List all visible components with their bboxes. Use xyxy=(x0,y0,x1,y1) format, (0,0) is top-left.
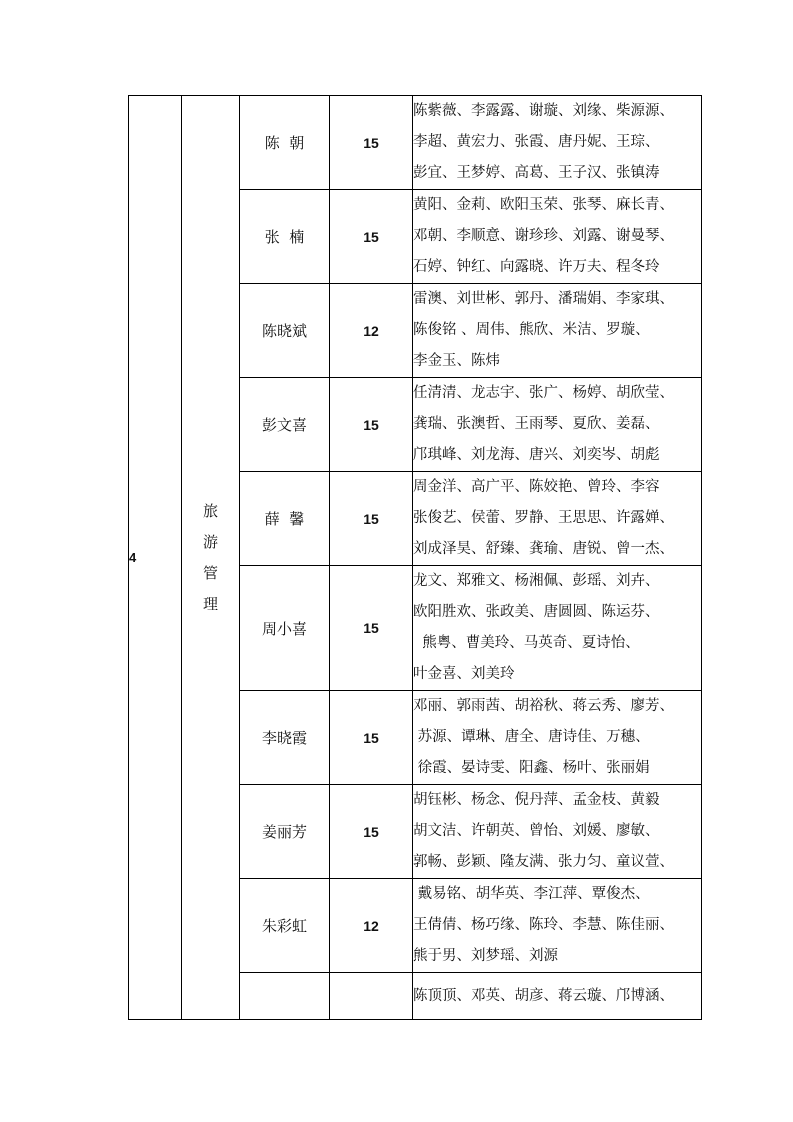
teacher-name: 朱彩虹 xyxy=(240,879,330,973)
names-line: 刘成泽昊、舒臻、龚瑜、唐锐、曾一杰、 xyxy=(413,541,674,557)
names-line: 龙文、郑雅文、杨湘佩、彭瑶、刘卉、 xyxy=(413,573,660,589)
major-char: 管 xyxy=(202,563,218,582)
names-line: 邓朝、李顺意、谢珍珍、刘露、谢曼琴、 xyxy=(413,228,674,244)
student-names xyxy=(413,284,702,378)
student-names xyxy=(413,472,702,566)
student-count: 15 xyxy=(330,96,413,190)
names-line: 邝琪峰、刘龙海、唐兴、刘奕岑、胡彪 xyxy=(413,447,660,463)
student-names xyxy=(413,566,702,691)
major-char: 理 xyxy=(202,594,218,613)
names-line: 邓丽、郭雨茜、胡裕秋、蒋云秀、廖芳、 xyxy=(413,698,674,714)
roster-body xyxy=(129,96,702,1020)
names-line: 彭宜、王梦婷、高葛、王子汉、张镇涛 xyxy=(413,165,660,181)
teacher-name: 陈晓斌 xyxy=(240,284,330,378)
teacher-name: 周小喜 xyxy=(240,566,330,691)
student-count: 12 xyxy=(330,879,413,973)
names-line: 石婷、钟红、向露晓、许万夫、程冬玲 xyxy=(413,259,660,275)
names-line: 熊粤、曹美玲、马英奇、夏诗怡、 xyxy=(413,635,640,651)
names-line: 李超、黄宏力、张霞、唐丹妮、王琮、 xyxy=(413,134,660,150)
names-line: 戴易铭、胡华英、李江萍、覃俊杰、 xyxy=(413,886,650,902)
names-line: 徐霞、晏诗雯、阳鑫、杨叶、张丽娟 xyxy=(413,760,650,776)
major-char: 旅 xyxy=(202,501,218,520)
student-names xyxy=(413,785,702,879)
student-count: 15 xyxy=(330,785,413,879)
teacher-name: 李晓霞 xyxy=(240,691,330,785)
major-char: 游 xyxy=(202,532,218,551)
names-line: 黄阳、金莉、欧阳玉荣、张琴、麻长青、 xyxy=(413,197,674,213)
section-number: 4 xyxy=(129,96,182,1020)
names-line: 陈顶顶、邓英、胡彦、蒋云璇、邝博涵、 xyxy=(413,987,674,1004)
teacher-name xyxy=(240,973,330,1020)
names-line: 龚瑞、张澳哲、王雨琴、夏欣、姜磊、 xyxy=(413,416,660,432)
names-line: 陈俊铭 、周伟、熊欣、米洁、罗璇、 xyxy=(413,322,650,338)
student-names xyxy=(413,96,702,190)
major-name xyxy=(182,96,240,1020)
student-count: 15 xyxy=(330,691,413,785)
names-line: 欧阳胜欢、张政美、唐圆圆、陈运芬、 xyxy=(413,604,660,620)
names-line: 雷澳、刘世彬、郭丹、潘瑞娟、李家琪、 xyxy=(413,291,674,307)
names-line: 陈紫薇、李露露、谢璇、刘缘、柴源源、 xyxy=(413,103,674,119)
roster-table xyxy=(128,95,702,1020)
names-line: 叶金喜、刘美玲 xyxy=(413,666,515,682)
student-count: 12 xyxy=(330,284,413,378)
names-line: 胡钰彬、杨念、倪丹萍、孟金枝、黄毅 xyxy=(413,792,660,808)
student-count: 15 xyxy=(330,472,413,566)
teacher-name: 彭文喜 xyxy=(240,378,330,472)
student-names xyxy=(413,691,702,785)
student-names xyxy=(413,378,702,472)
teacher-name: 薛 馨 xyxy=(240,472,330,566)
names-line: 胡文洁、许朝英、曾怡、刘媛、廖敏、 xyxy=(413,823,660,839)
names-line: 郭畅、彭颖、隆友满、张力匀、童议萱、 xyxy=(413,854,674,870)
student-count: 15 xyxy=(330,378,413,472)
names-line: 周金洋、高广平、陈姣艳、曾玲、李容 xyxy=(413,479,660,495)
teacher-name: 陈 朝 xyxy=(240,96,330,190)
student-names xyxy=(413,879,702,973)
names-line: 张俊艺、侯蕾、罗静、王思思、许露婵、 xyxy=(413,510,674,526)
student-names xyxy=(413,190,702,284)
student-count: 15 xyxy=(330,566,413,691)
names-line: 任清清、龙志宇、张广、杨婷、胡欣莹、 xyxy=(413,385,674,401)
teacher-name: 姜丽芳 xyxy=(240,785,330,879)
names-line: 李金玉、陈炜 xyxy=(413,353,500,369)
table-row xyxy=(129,96,702,190)
teacher-name: 张 楠 xyxy=(240,190,330,284)
names-line: 苏源、谭琳、唐全、唐诗佳、万穗、 xyxy=(413,729,650,745)
names-line: 熊于男、刘梦瑶、刘源 xyxy=(413,948,558,964)
names-line: 王倩倩、杨巧缘、陈玲、李慧、陈佳丽、 xyxy=(413,917,674,933)
student-count: 15 xyxy=(330,190,413,284)
student-count xyxy=(330,973,413,1020)
student-names xyxy=(413,973,702,1020)
